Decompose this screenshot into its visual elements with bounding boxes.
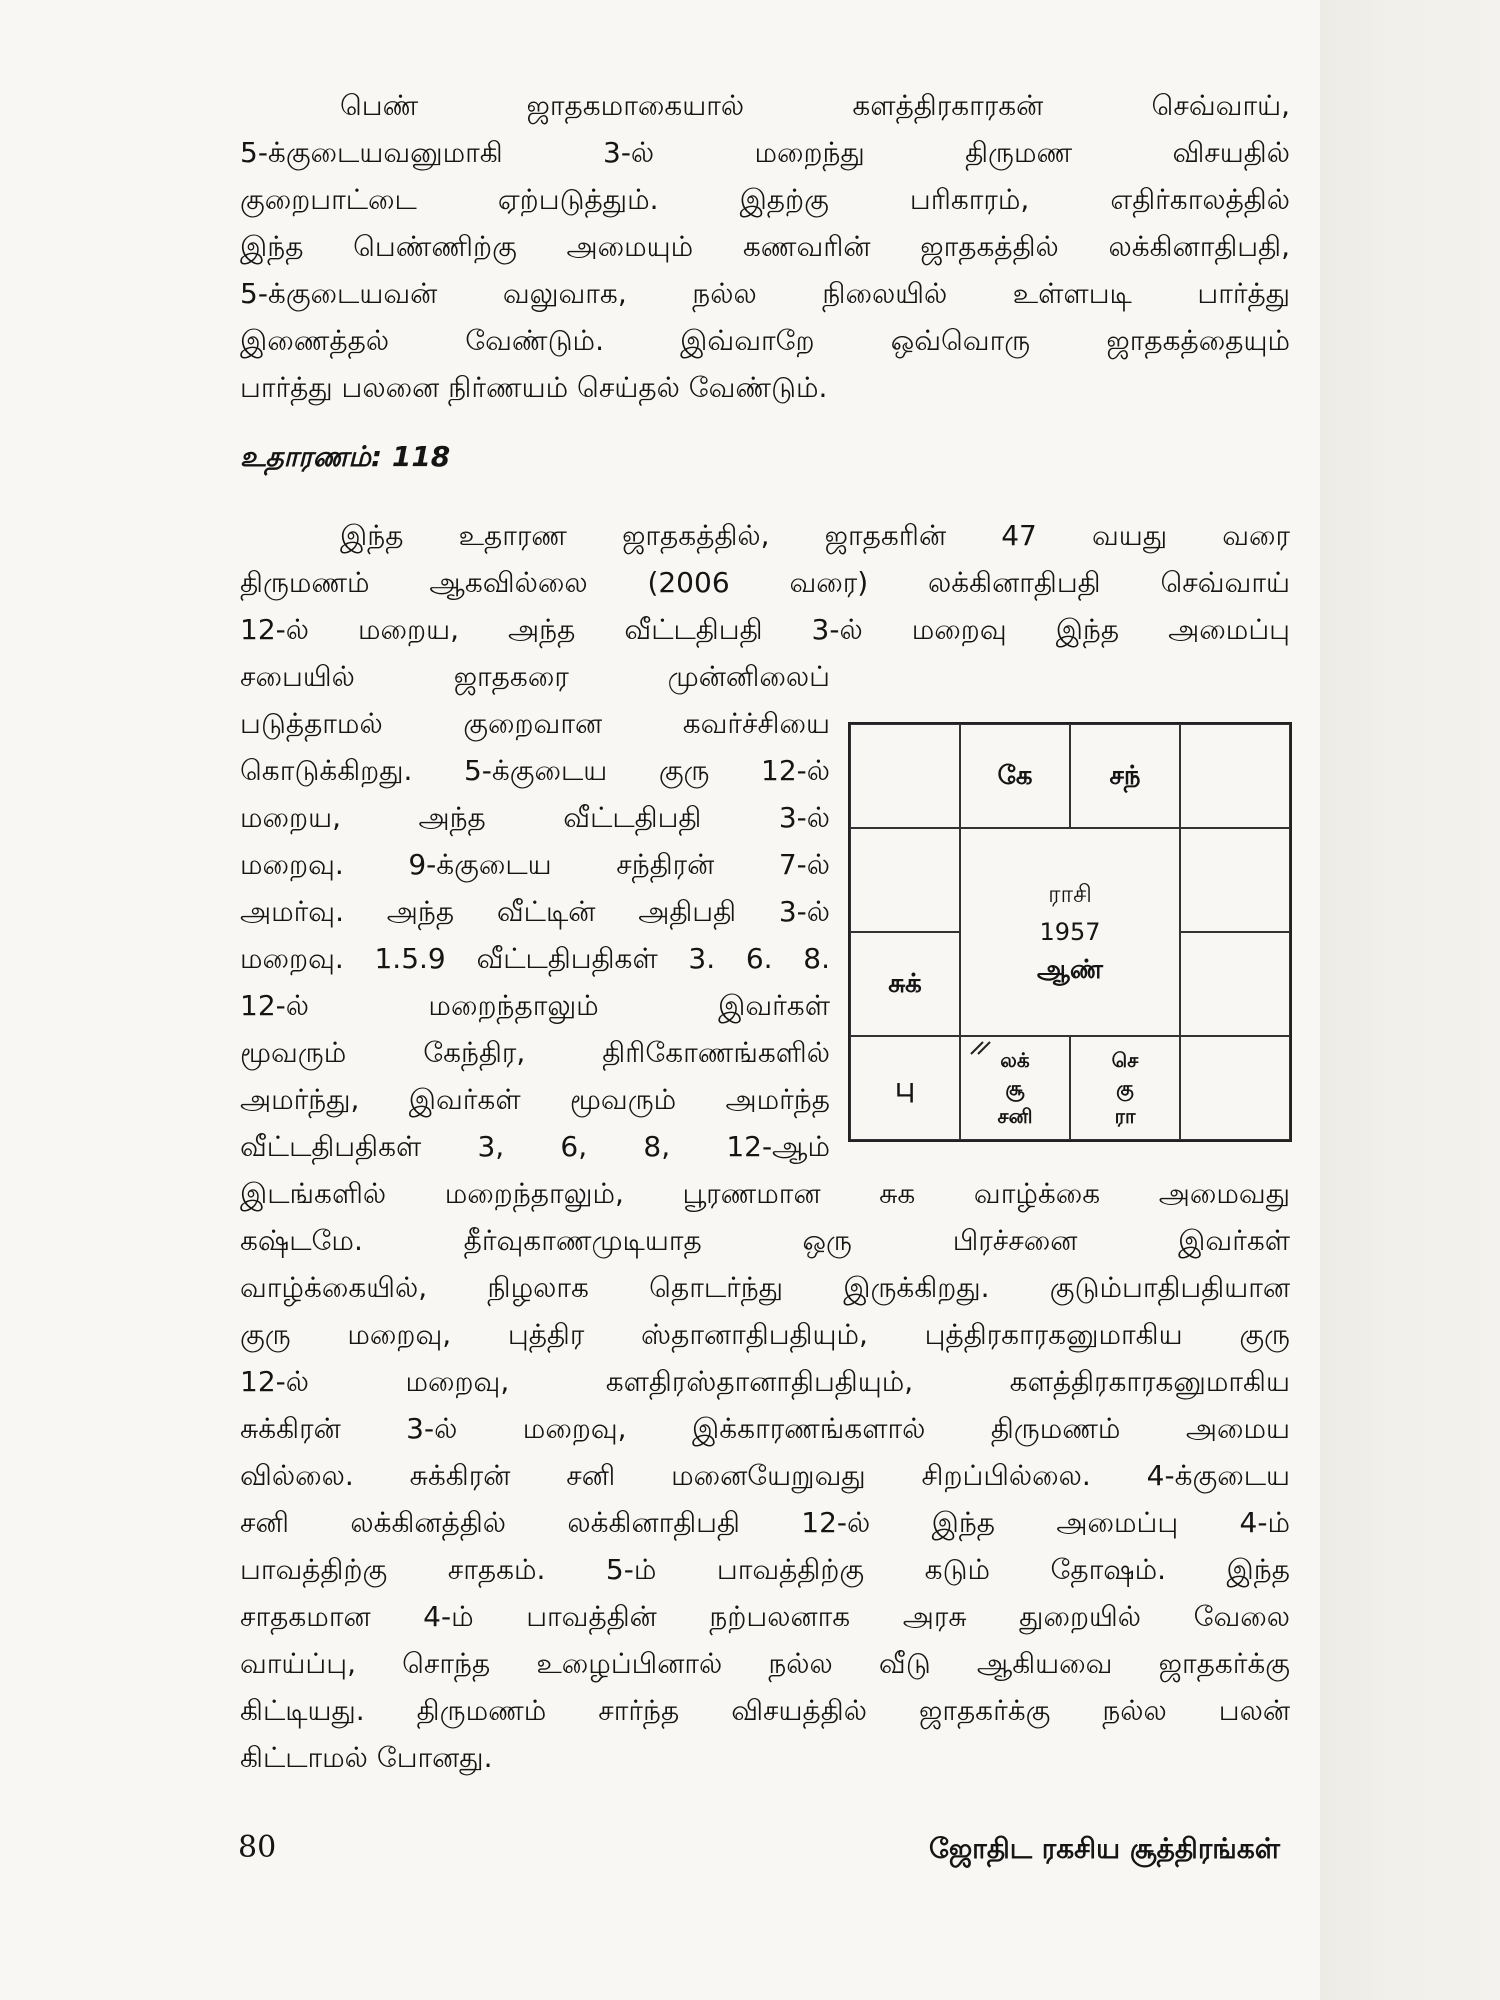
text-line: வாழ்க்கையில், நிழலாக தொடர்ந்து இருக்கிறது. குடும்பாதிபதியான (240, 1271, 1290, 1304)
text-line: வில்லை. சுக்கிரன் சனி மனையேறுவது சிறப்பில்லை. 4-க்குடைய (240, 1459, 1290, 1492)
text-line: 12-ல் மறைய, அந்த வீட்டதிபதி 3-ல் மறைவு இந்த அமைப்பு (240, 613, 1290, 646)
chart-center-rasi: ராசி (1048, 880, 1092, 908)
chart-house (1180, 932, 1290, 1036)
text-line: 12-ல் மறைவு, களதிரஸ்தானாதிபதியும், களத்திரகாரகனுமாகிய (240, 1365, 1290, 1398)
planet-rahu: ரா (1114, 1104, 1136, 1128)
planet-sun: சூ (1005, 1076, 1025, 1100)
chart-house (850, 828, 960, 932)
chart-center (960, 828, 1180, 1036)
text-line: அமர்ந்து, இவர்கள் மூவரும் அமர்ந்த (240, 1083, 830, 1116)
text-line: இணைத்தல் வேண்டும். இவ்வாறே ஒவ்வொரு ஜாதகத்தையும் (240, 324, 1290, 357)
text-line: 5-க்குடையவனுமாகி 3-ல் மறைந்து திருமண விசயதில் (240, 136, 1290, 169)
text-line: கிட்டியது. திருமணம் சார்ந்த விசயத்தில் ஜாதகர்க்கு நல்ல பலன் (240, 1694, 1290, 1727)
text-line: குறைபாட்டை ஏற்படுத்தும். இதற்கு பரிகாரம், எதிர்காலத்தில் (240, 183, 1290, 216)
chart-house-venus: சுக் (850, 932, 960, 1036)
chart-house-ketu: கே (960, 724, 1070, 828)
paragraph-2 (240, 512, 1290, 653)
text-line: வாய்ப்பு, சொந்த உழைப்பினால் நல்ல வீடு ஆகியவை ஜாதகர்க்கு (240, 1647, 1290, 1680)
lagna-mark-icon (969, 1041, 997, 1055)
text-line: 5-க்குடையவன் வலுவாக, நல்ல நிலையில் உள்ளபடி பார்த்து (240, 277, 1290, 310)
paragraph-2-rest (240, 1170, 1290, 1781)
chart-house-mercury: பு (850, 1036, 960, 1140)
text-line: பெண் ஜாதகமாகையால் களத்திரகாரகன் செவ்வாய், (340, 89, 1290, 122)
text-line: இந்த உதாரண ஜாதகத்தில், ஜாதகரின் 47 வயது வரை (340, 519, 1290, 552)
text-line: இந்த பெண்ணிற்கு அமையும் கணவரின் ஜாதகத்தில் லக்கினாதிபதி, (240, 230, 1290, 263)
text-line: மறைய, அந்த வீட்டதிபதி 3-ல் (240, 801, 830, 834)
text-line: சனி லக்கினத்தில் லக்கினாதிபதி 12-ல் இந்த அமைப்பு 4-ம் (240, 1506, 1290, 1539)
planet-saturn: சனி (997, 1104, 1033, 1128)
text-line: அமர்வு. அந்த வீட்டின் அதிபதி 3-ல் (240, 895, 830, 928)
page-number: 80 (238, 1830, 277, 1865)
example-heading: உதாரணம்: 118 (240, 440, 451, 473)
planet-mars: செ (1111, 1048, 1139, 1072)
paragraph-2-narrow (240, 700, 830, 1170)
planet-jupiter: கு (1116, 1076, 1134, 1100)
text-line: பார்த்து பலனை நிர்ணயம் செய்தல் வேண்டும். (240, 371, 828, 404)
chart-house (1180, 1036, 1290, 1140)
text-line: இடங்களில் மறைந்தாலும், பூரணமான சுக வாழ்க்கை அமைவது (240, 1177, 1290, 1210)
horoscope-chart (848, 722, 1292, 1142)
text-line: மூவரும் கேந்திர, திரிகோணங்களில் (240, 1036, 830, 1069)
chart-center-gender: ஆண் (1037, 955, 1103, 985)
text-line: மறைவு. 1.5.9 வீட்டதிபதிகள் 3. 6. 8. (240, 942, 830, 975)
chart-house (850, 724, 960, 828)
book-title: ஜோதிட ரகசிய சூத்திரங்கள் (928, 1832, 1280, 1865)
text-line: படுத்தாமல் குறைவான கவர்ச்சியை (240, 707, 830, 740)
page-edge (1320, 0, 1500, 2000)
text-line: குரு மறைவு, புத்திர ஸ்தானாதிபதியும், புத்திரகாரகனுமாகிய குரு (240, 1318, 1290, 1351)
chart-house-lagna (960, 1036, 1070, 1140)
text-line: சாதகமான 4-ம் பாவத்தின் நற்பலனாக அரசு துறையில் வேலை (240, 1600, 1290, 1633)
planet-lagna: லக் (1000, 1048, 1030, 1072)
chart-house (1180, 828, 1290, 932)
text-line: சுக்கிரன் 3-ல் மறைவு, இக்காரணங்களால் திருமணம் அமைய (240, 1412, 1290, 1445)
paragraph-1 (240, 82, 1290, 411)
chart-house-mars (1070, 1036, 1180, 1140)
paragraph-2-line (240, 653, 830, 700)
chart-center-year: 1957 (1039, 918, 1101, 946)
chart-house-moon: சந் (1070, 724, 1180, 828)
chart-house (1180, 724, 1290, 828)
text-line: சபையில் ஜாதகரை முன்னிலைப் (240, 660, 830, 693)
text-line: பாவத்திற்கு சாதகம். 5-ம் பாவத்திற்கு கடும் தோஷம். இந்த (240, 1553, 1290, 1586)
text-line: வீட்டதிபதிகள் 3, 6, 8, 12-ஆம் (240, 1130, 830, 1163)
text-line: கொடுக்கிறது. 5-க்குடைய குரு 12-ல் (240, 754, 830, 787)
text-line: 12-ல் மறைந்தாலும் இவர்கள் (240, 989, 830, 1022)
text-line: கஷ்டமே. தீர்வுகாணமுடியாத ஒரு பிரச்சனை இவர்கள் (240, 1224, 1290, 1257)
text-line: மறைவு. 9-க்குடைய சந்திரன் 7-ல் (240, 848, 830, 881)
text-line: திருமணம் ஆகவில்லை (2006 வரை) லக்கினாதிபதி செவ்வாய் (240, 566, 1290, 599)
text-line: கிட்டாமல் போனது. (240, 1741, 493, 1774)
